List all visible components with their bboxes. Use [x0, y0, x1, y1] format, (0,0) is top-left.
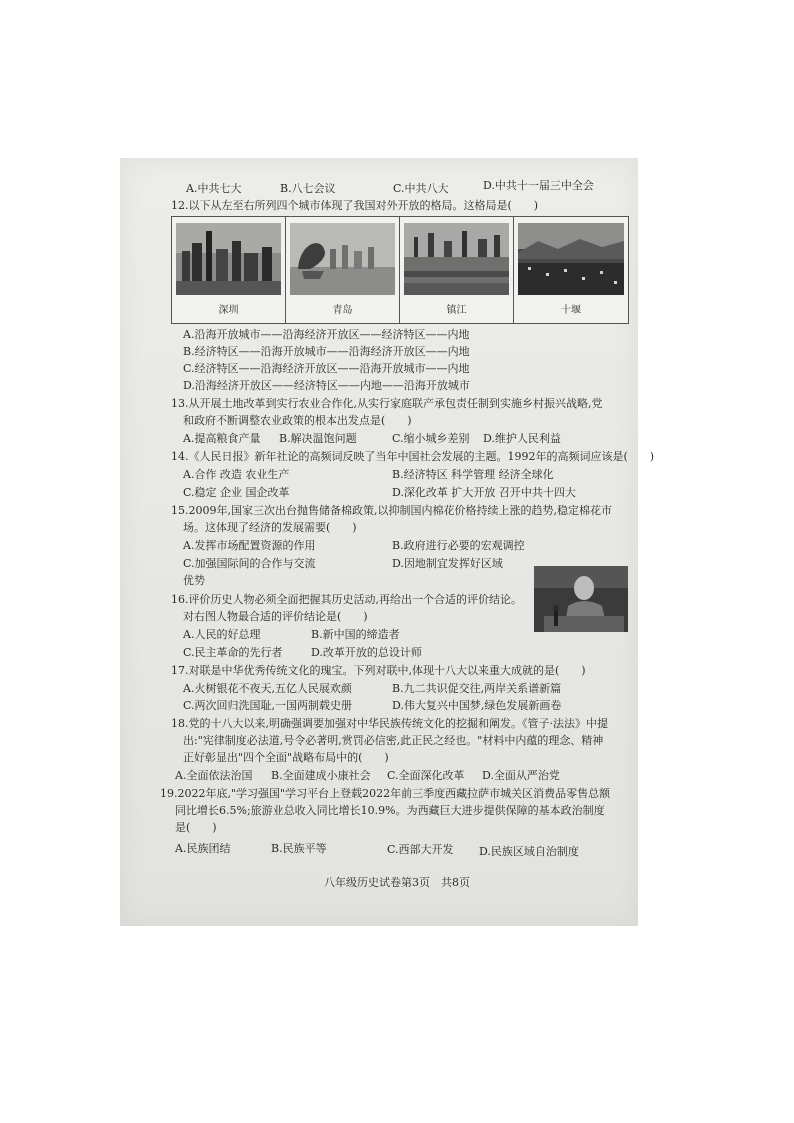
q12-option-d: D.沿海经济开放区——经济特区——内地——沿海开放城市 [183, 379, 470, 392]
q13-option-d: D.维护人民利益 [483, 432, 561, 445]
city-label-shiyan: 十堰 [561, 305, 581, 316]
q19-option-c: C.西部大开发 [387, 843, 454, 856]
q18-stem-2: 出:"宪律制度必法道,号令必著明,赏罚必信密,此正民之经也。"材料中内蕴的理念、精神 [183, 734, 604, 747]
q13-option-c: C.缩小城乡差别 [392, 432, 470, 445]
q12-option-b: B.经济特区——沿海开放城市——沿海经济开放区——内地 [183, 345, 470, 358]
q16-stem-2: 对右图人物最合适的评价结论是( ) [183, 610, 368, 623]
q13-stem-1: 13.从开展土地改革到实行农业合作化,从实行家庭联产承包责任制到实施乡村振兴战略,党 [171, 397, 603, 410]
city-label-zhenjiang: 镇江 [446, 305, 467, 316]
qingdao-photo [290, 223, 395, 295]
q19-stem-2: 同比增长6.5%;旅游业总收入同比增长10.9%。为西藏巨大进步提供保障的基本政治制度 [175, 804, 605, 817]
city-cell-shenzhen [172, 217, 286, 323]
q18-option-d: D.全面从严治党 [482, 769, 560, 782]
q17-option-d: D.伟大复兴中国梦,绿色发展新画卷 [392, 699, 562, 712]
zhenjiang-photo [404, 223, 509, 295]
q13-option-a: A.提高粮食产量 [183, 432, 261, 445]
q14-option-b: B.经济特区 科学管理 经济全球化 [392, 468, 554, 481]
q19-option-d: D.民族区域自治制度 [479, 845, 579, 858]
historical-figure-photo [534, 566, 628, 632]
q17-option-b: B.九二共识促交往,两岸关系谱新篇 [392, 682, 562, 695]
q16-option-b: B.新中国的缔造者 [311, 628, 400, 641]
q12-option-a: A.沿海开放城市——沿海经济开放区——经济特区——内地 [183, 328, 470, 341]
q17-stem: 17.对联是中华优秀传统文化的瑰宝。下列对联中,体现十八大以来重大成就的是( ) [171, 664, 586, 677]
q15-option-b: B.政府进行必要的宏观调控 [392, 539, 525, 552]
q19-option-a: A.民族团结 [175, 842, 231, 855]
shenzhen-photo [176, 223, 281, 295]
q16-stem-1: 16.评价历史人物必须全面把握其历史活动,再给出一个合适的评价结论。 [171, 593, 522, 606]
q19-stem-1: 19.2022年底,"学习强国"学习平台上登载2022年前三季度西藏拉萨市城关区消费品零售总额 [160, 787, 611, 800]
city-label-qingdao: 青岛 [332, 305, 353, 316]
q15-option-d: D.因地制宜发挥好区域 [392, 557, 503, 570]
q18-option-b: B.全面建成小康社会 [271, 769, 371, 782]
city-photo-table [171, 216, 629, 324]
city-cell-shiyan [514, 217, 628, 323]
q14-option-d: D.深化改革 扩大开放 召开中共十四大 [392, 486, 576, 499]
q12-option-c: C.经济特区——沿海经济开放区——沿海开放城市——内地 [183, 362, 470, 375]
q19-option-b: B.民族平等 [271, 842, 327, 855]
q11-option-d: D.中共十一届三中全会 [483, 179, 594, 192]
q14-option-a: A.合作 改造 农业生产 [183, 468, 290, 481]
q18-option-c: C.全面深化改革 [387, 769, 465, 782]
city-cell-qingdao [286, 217, 400, 323]
city-cell-zhenjiang [400, 217, 514, 323]
q11-option-c: C.中共八大 [393, 182, 449, 195]
q18-stem-3: 正好彰显出"四个全面"战略布局中的( ) [183, 751, 389, 764]
city-label-shenzhen: 深圳 [218, 305, 239, 316]
q13-stem-2: 和政府不断调整农业政策的根本出发点是( ) [183, 414, 412, 427]
q18-stem-1: 18.党的十八大以来,明确强调要加强对中华民族传统文化的挖掘和阐发。《管子·法法》中提 [171, 717, 608, 730]
q13-option-b: B.解决温饱问题 [279, 432, 357, 445]
q15-option-a: A.发挥市场配置资源的作用 [183, 539, 316, 552]
q16-option-d: D.改革开放的总设计师 [311, 646, 422, 659]
q11-option-b: B.八七会议 [280, 182, 336, 195]
q15-option-c: C.加强国际间的合作与交流 [183, 557, 316, 570]
q18-option-a: A.全面依法治国 [175, 769, 253, 782]
q14-stem: 14.《人民日报》新年社论的高频词反映了当年中国社会发展的主题。1992年的高频词应该是( ) [171, 450, 655, 463]
q16-option-a: A.人民的好总理 [183, 628, 261, 641]
q15-stem-1: 15.2009年,国家三次出台抛售储备棉政策,以抑制国内棉花价格持续上涨的趋势,稳定棉花市 [171, 504, 612, 517]
q19-stem-3: 是( ) [175, 821, 217, 834]
q17-option-c: C.两次回归洗国耻,一国两制载史册 [183, 699, 353, 712]
q16-option-c: C.民主革命的先行者 [183, 646, 283, 659]
q11-option-a: A.中共七大 [186, 182, 242, 195]
q15-option-d-continued: 优势 [183, 574, 205, 587]
shiyan-photo [518, 223, 624, 295]
q12-stem: 12.以下从左至右所列四个城市体现了我国对外开放的格局。这格局是( ) [171, 199, 539, 212]
q15-stem-2: 场。这体现了经济的发展需要( ) [183, 521, 357, 534]
q17-option-a: A.火树银花不夜天,五亿人民展欢颜 [183, 682, 352, 695]
page-footer: 八年级历史试卷第3页 共8页 [324, 876, 470, 889]
q14-option-c: C.稳定 企业 国企改革 [183, 486, 290, 499]
